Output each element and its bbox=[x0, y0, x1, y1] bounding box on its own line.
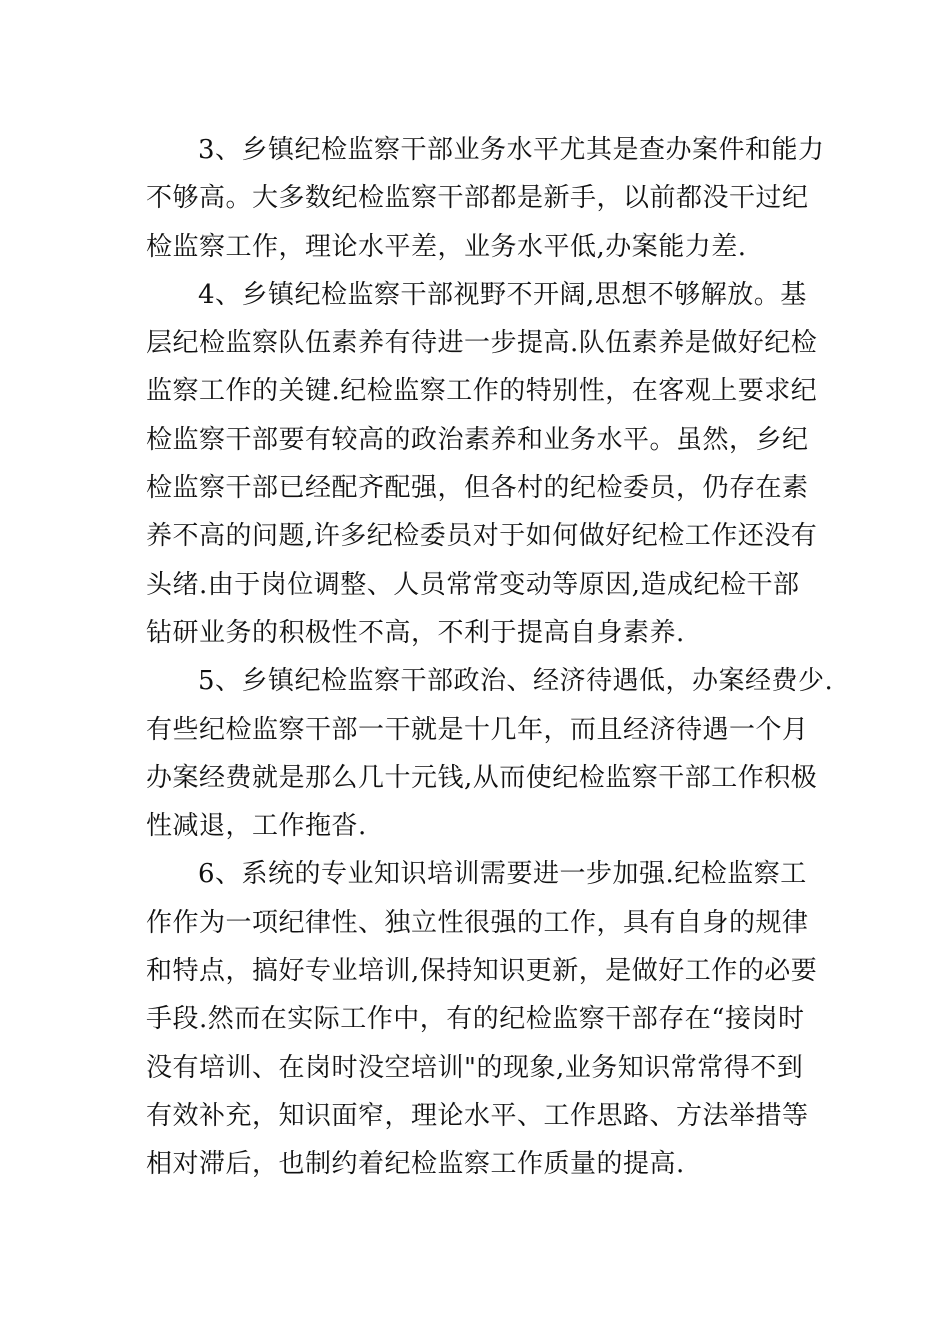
paragraph-3-line-3: 检监察工作，理论水平差，业务水平低,办案能力差. bbox=[146, 231, 747, 262]
paragraph-4-line-8: 钻研业务的积极性不高，不利于提高自身素养. bbox=[146, 617, 685, 648]
paragraph-6-line-7: 相对滞后，也制约着纪检监察工作质量的提高. bbox=[146, 1149, 685, 1180]
paragraph-5-line-3: 办案经费就是那么几十元钱,从而使纪检监察干部工作积极 bbox=[146, 762, 818, 793]
paragraph-6-line-1: 6、系统的专业知识培训需要进一步加强.纪检监察工 bbox=[198, 859, 807, 890]
paragraph-6-line-4: 手段.然而在实际工作中，有的纪检监察干部存在“接岗时 bbox=[146, 1004, 805, 1035]
paragraph-6-line-5: 没有培训、在岗时没空培训"的现象,业务知识常常得不到 bbox=[146, 1052, 804, 1083]
paragraph-5-line-4: 性减退，工作拖沓. bbox=[146, 811, 367, 842]
paragraph-4-line-4: 检监察干部要有较高的政治素养和业务水平。虽然，乡纪 bbox=[146, 424, 809, 455]
paragraph-5-line-2: 有些纪检监察干部一干就是十几年，而且经济待遇一个月 bbox=[146, 714, 809, 745]
paragraph-6-line-6: 有效补充，知识面窄，理论水平、工作思路、方法举措等 bbox=[146, 1100, 809, 1131]
paragraph-4-line-1: 4、乡镇纪检监察干部视野不开阔,思想不够解放。基 bbox=[198, 279, 807, 310]
document-body bbox=[146, 126, 834, 1189]
paragraph-3-line-1: 3、乡镇纪检监察干部业务水平尤其是查办案件和能力 bbox=[198, 135, 825, 165]
paragraph-3-line-2: 不够高。大多数纪检监察干部都是新手，以前都没干过纪 bbox=[146, 183, 809, 214]
paragraph-6-line-2: 作作为一项纪律性、独立性很强的工作，具有自身的规律 bbox=[146, 907, 809, 938]
paragraph-4-line-6: 养不高的问题,许多纪检委员对于如何做好纪检工作还没有 bbox=[146, 521, 818, 552]
paragraph-4-line-3: 监察工作的关键.纪检监察工作的特别性，在客观上要求纪 bbox=[146, 376, 818, 407]
paragraph-4-line-2: 层纪检监察队伍素养有待进一步提高.队伍素养是做好纪检 bbox=[146, 328, 818, 359]
paragraph-4-line-7: 头绪.由于岗位调整、人员常常变动等原因,造成纪检干部 bbox=[146, 569, 800, 600]
paragraph-6-line-3: 和特点，搞好专业培训,保持知识更新，是做好工作的必要 bbox=[146, 956, 818, 987]
paragraph-5-line-1: 5、乡镇纪检监察干部政治、经济待遇低，办案经费少. bbox=[198, 666, 834, 697]
paragraph-4-line-5: 检监察干部已经配齐配强，但各村的纪检委员，仍存在素 bbox=[146, 473, 809, 504]
